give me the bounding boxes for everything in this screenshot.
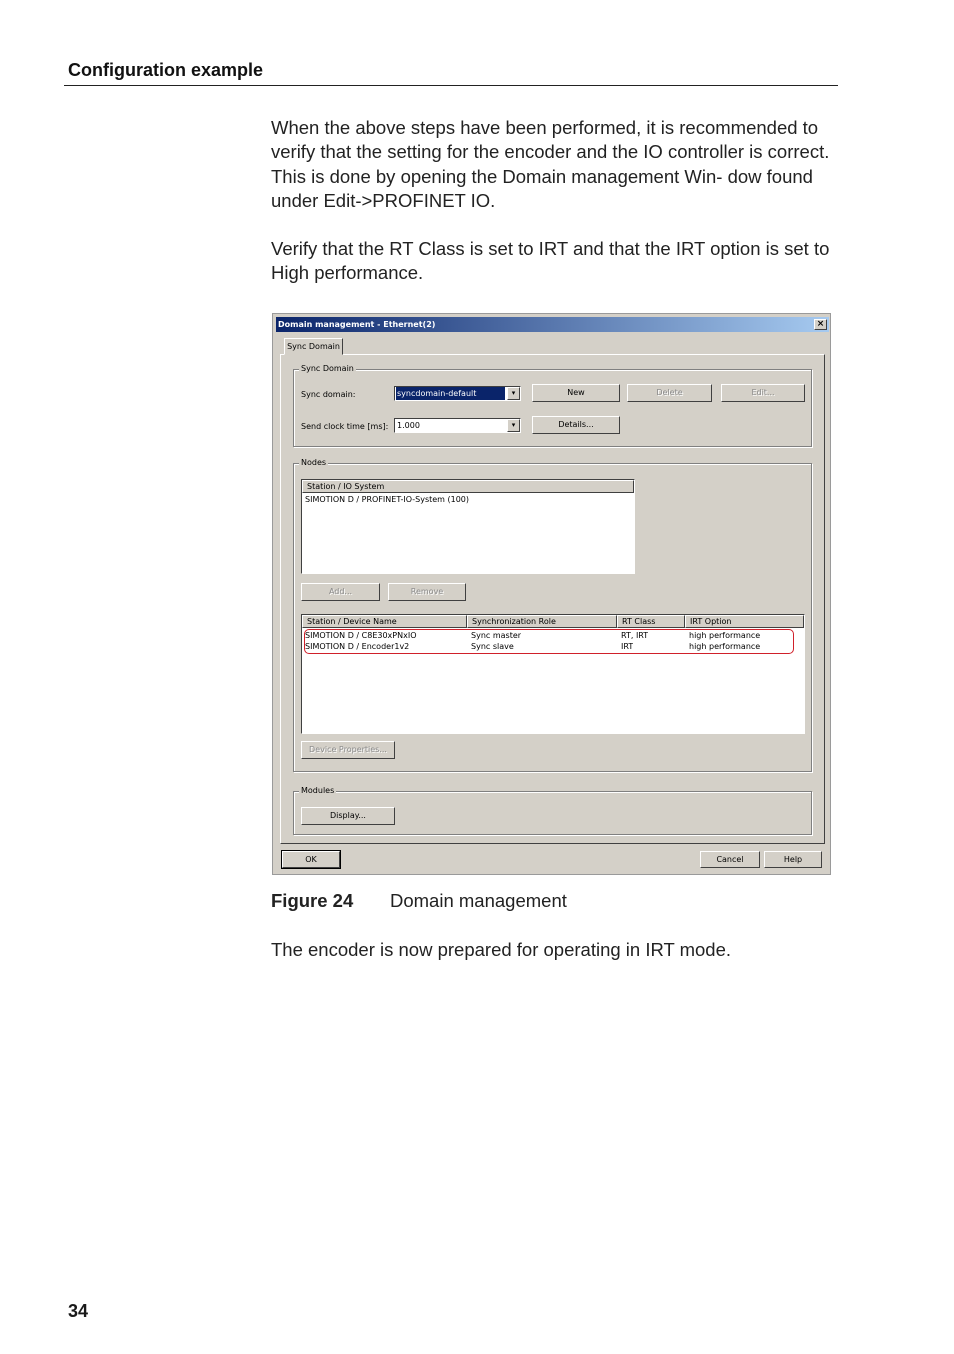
details-button[interactable]: Details... [532,416,620,434]
irt-option-cell: high performance [689,631,761,640]
header-rule [64,85,838,86]
intro-paragraph: When the above steps have been performed, it is recommended to verify that the setting for the encoder and the IO controller is correct. This is done by opening the Domain management Win- dow found under Edit->PROFINET IO. [271,117,830,211]
rt-class-cell: RT, IRT [621,631,649,640]
figure-title: Domain management [390,890,567,911]
remove-button[interactable]: Remove [388,583,466,601]
chevron-down-icon[interactable]: ▾ [507,419,520,432]
verify-paragraph: Verify that the RT Class is set to IRT and that the IRT option is set to High performance. [271,238,830,284]
send-clock-select[interactable] [394,418,521,433]
device-list[interactable] [301,614,805,734]
modules-group-title: Modules [301,786,335,795]
device-name-cell: SIMOTION D / C8E30xPNxIO [305,631,417,640]
figure-caption [271,890,567,912]
delete-button[interactable]: Delete [627,384,712,402]
list-item[interactable] [302,494,634,505]
tab-panel [280,354,825,844]
column-station-device[interactable]: Station / Device Name [302,615,467,628]
rt-class-cell: IRT [621,642,634,651]
sync-domain-group-title: Sync Domain [301,364,354,373]
device-list-header [302,615,804,628]
new-button[interactable]: New [532,384,620,402]
closing-paragraph: The encoder is now prepared for operating in IRT mode. [271,939,732,960]
column-irt-option[interactable]: IRT Option [685,615,804,628]
page-number: 34 [68,1301,89,1321]
io-system-list-header [302,480,634,493]
section-header: Configuration example [68,60,264,80]
sync-role-cell: Sync master [471,631,522,640]
figure-label: Figure 24 [271,890,354,911]
device-name-cell: SIMOTION D / Encoder1v2 [305,642,410,651]
close-icon[interactable]: × [814,319,827,330]
tab-sync-domain[interactable]: Sync Domain [284,338,343,355]
domain-management-dialog [272,313,831,875]
display-button[interactable]: Display... [301,807,395,825]
send-clock-value: 1.000 [397,421,420,430]
irt-option-cell: high performance [689,642,761,651]
ok-button[interactable]: OK [282,851,340,868]
sync-domain-label: Sync domain: [301,390,356,399]
send-clock-label: Send clock time [ms]: [301,422,389,431]
table-row[interactable] [302,641,804,652]
sync-domain-group [293,364,812,447]
modules-group [293,786,812,835]
device-properties-button[interactable]: Device Properties... [301,741,395,759]
sync-role-cell: Sync slave [471,642,514,651]
nodes-group [293,458,812,772]
sync-domain-select[interactable] [394,386,521,401]
add-button[interactable]: Add... [301,583,380,601]
dialog-title: Domain management - Ethernet(2) [278,320,436,329]
table-row[interactable] [302,630,804,641]
column-rt-class[interactable]: RT Class [617,615,685,628]
edit-button[interactable]: Edit... [721,384,805,402]
sync-domain-value: syncdomain-default [396,387,505,400]
io-system-column-header[interactable]: Station / IO System [302,480,634,493]
cancel-button[interactable]: Cancel [700,851,760,868]
io-system-list[interactable] [301,479,635,574]
nodes-group-title: Nodes [301,458,327,467]
io-system-name: SIMOTION D / PROFINET-IO-System (100) [305,495,470,504]
dialog-titlebar [276,317,829,332]
help-button[interactable]: Help [764,851,822,868]
column-sync-role[interactable]: Synchronization Role [467,615,617,628]
chevron-down-icon[interactable]: ▾ [507,387,520,400]
